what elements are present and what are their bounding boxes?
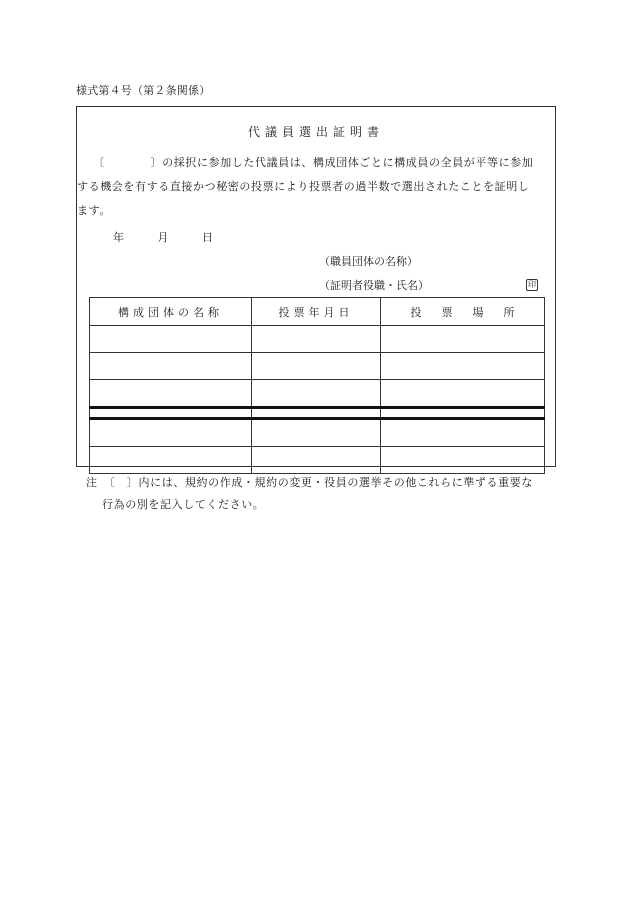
table-row — [90, 353, 545, 380]
header-organization: 構成団体の名称 — [90, 298, 252, 326]
table-cut-separator — [90, 408, 545, 419]
footnote-label: 注 — [86, 476, 98, 489]
vote-table — [89, 297, 545, 474]
document-title: 代議員選出証明書 — [247, 125, 384, 139]
bracket-open: 〔 — [93, 156, 105, 169]
form-number: 様式第４号（第２条関係） — [76, 84, 211, 97]
table-row — [90, 447, 545, 474]
footnote — [86, 472, 533, 516]
date-year: 年 — [113, 231, 124, 244]
date-line — [113, 229, 213, 245]
table-row — [90, 326, 545, 353]
certifier-label: （証明者役職・氏名） — [319, 279, 429, 292]
certificate-body — [77, 151, 557, 223]
certificate-frame — [76, 106, 556, 467]
footnote-line-1: 注 〔 〕内には、規約の作成・規約の変更・役員の選挙その他これらに準ずる重要な — [86, 476, 533, 489]
date-month: 月 — [157, 231, 169, 244]
header-vote-place: 投 票 場 所 — [381, 298, 545, 326]
seal-icon: 印 — [528, 280, 536, 289]
date-day: 日 — [202, 231, 213, 244]
body-line-3: ます。 — [77, 204, 111, 217]
body-line-2: する機会を有する直接かつ秘密の投票により投票者の過半数で選出されたことを証明し — [77, 180, 530, 193]
table-row — [90, 380, 545, 408]
body-line-1 — [77, 151, 557, 175]
organization-name-label: （職員団体の名称） — [319, 255, 418, 268]
footnote-line-2: 行為の別を記入してください。 — [102, 498, 265, 511]
table-header-row — [90, 298, 545, 326]
seal-mark — [526, 277, 538, 291]
table-row — [90, 419, 545, 447]
body-line-1-text: 〕の採択に参加した代議員は、構成団体ごとに構成員の全員が平等に参加 — [150, 156, 534, 169]
header-vote-date: 投票年月日 — [252, 298, 381, 326]
